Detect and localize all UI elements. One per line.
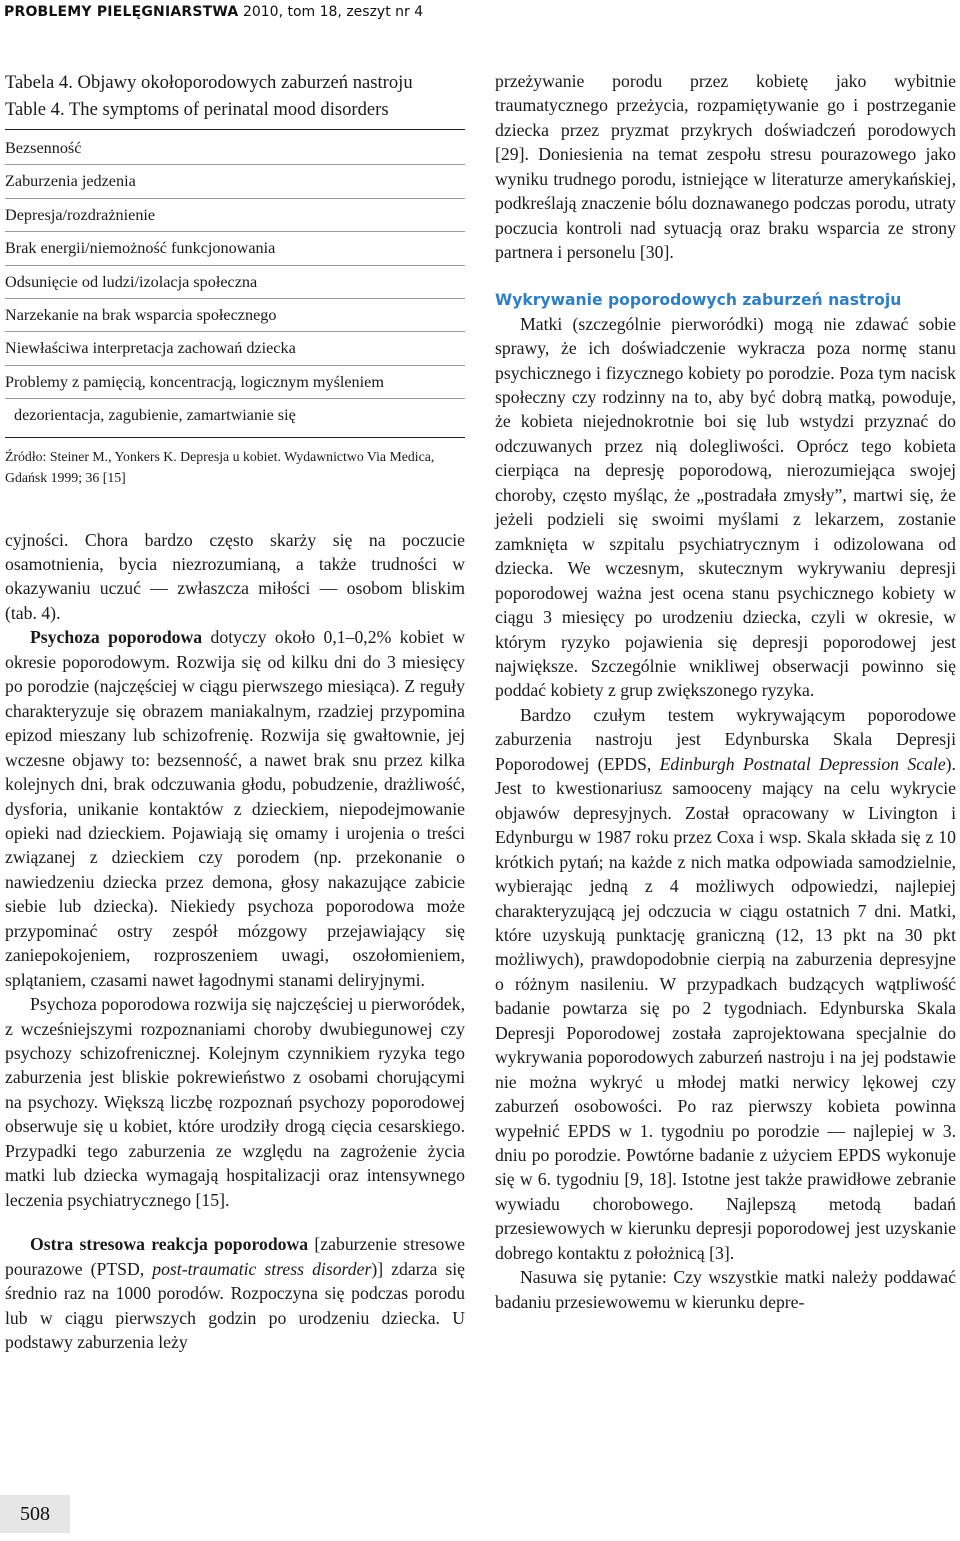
paragraph	[5, 625, 465, 992]
term-postpartum-psychosis: Psychoza poporodowa	[30, 627, 203, 648]
table-caption-pl: Tabela 4. Objawy okołoporodowych zaburzeń nastroju	[5, 72, 413, 93]
page-number: 508	[0, 1495, 70, 1533]
term-acute-stress-reaction: Ostra stresowa reakcja poporodowa	[30, 1234, 309, 1255]
paragraph: Psychoza poporodowa rozwija się najczęściej u pierworódek, z wcześniejszymi rozpoznaniami choroby dwubiegunowej czy psychozy schizofrenicznej. Kolejnym czynnikiem ryzyka tego zaburzenia jest bliskie pokrewieństwo z osobami chorującymi na psychozy. Większą liczbę rozpoznań psychozy poporodowej obserwuje się u kobiet, które urodziły drogą cięcia cesarskiego. Przypadki tego zaburzenia ze względu na zagrożenie życia matki lub dziecka wymagają hospitalizacji oraz intensywnego leczenia psychiatrycznego [15].	[5, 994, 465, 1210]
journal-title: PROBLEMY PIELĘGNIARSTWA	[4, 4, 239, 20]
paragraph: cyjności. Chora bardzo często skarży się na poczucie osamotnienia, bycia niezrozumianą, a także trudności w okazywaniu uczuć — zwłaszcza miłości — osobom bliskim (tab. 4).	[5, 529, 465, 623]
table-bottom-rule	[5, 437, 465, 438]
paragraph: Nasuwa się pytanie: Czy wszystkie matki należy poddawać badaniu przesiewowemu w kierunku depre-	[495, 1267, 956, 1312]
right-column	[495, 69, 956, 1314]
paragraph-text: dotyczy około 0,1–0,2% kobiet w okresie poporodowym. Rozwija się od kilku dni do 3 miesięcy po porodzie (najczęściej w ciągu pierwszego miesiąca). Z reguły charakteryzuje się obrazem maniakalnym, rzadziej przypomina epizod mieszany lub schizofrenię. Rozwija się gwałtownie, jej wczesne objawy to: bezsenność, a nawet brak snu przez kilka kolejnych dni, brak odczuwania głodu, pobudzenie, drażliwość, dysforia, unikanie kontaktów z dzieckiem, niepodejmowanie opieki nad dzieckiem. Pojawiają się omamy i urojenia o treści związanej z dzieckiem czy porodem (np. przekonanie o nawiedzeniu dziecka przez demona, głosy nakazujące zabicie siebie lub dziecka). Niekiedy psychoza poporodowa może przypominać ostry zespół mózgowy przejawiający się zaniepokojeniem, rozproszeniem uwagi, oszołomieniem, splątaniem, czasami nawet łagodnymi stanami deliryjnymi.	[5, 627, 465, 990]
left-column	[5, 69, 465, 1354]
table-row: Brak energii/niemożność funkcjonowania	[5, 232, 465, 265]
table-source: Źródło: Steiner M., Yonkers K. Depresja u kobiet. Wydawnictwo Via Medica, Gdańsk 1999; 36 [15]	[5, 448, 435, 485]
table-top-rule	[5, 129, 465, 130]
table-row: dezorientacja, zagubienie, zamartwianie się	[14, 406, 296, 425]
table-row: Problemy z pamięcią, koncentracją, logicznym myśleniem	[5, 366, 465, 399]
table-row: Niewłaściwa interpretacja zachowań dziecka	[5, 332, 465, 365]
italic-term: Edinburgh Postnatal Depression Scale	[659, 753, 946, 774]
paragraph	[495, 703, 956, 1265]
section-heading: Wykrywanie poporodowych zaburzeń nastroju	[495, 290, 902, 309]
table-caption-en: Table 4. The symptoms of perinatal mood disorders	[5, 99, 389, 120]
paragraph: przeżywanie porodu przez kobietę jako wybitnie traumatycznego przeżycia, rozpamiętywanie go i postrzeganie dziecka przez pryzmat przykrych doświadczeń porodowych [29]. Doniesienia na temat zespołu stresu pourazowego jako wyniku trudnego porodu, istniejące w literaturze amerykańskiej, podkreślają znaczenie bólu doznawanego podczas porodu, utraty poczucia kontroli nad sytuacją oraz braku wsparcia ze strony partnera i personelu [30].	[495, 71, 956, 263]
italic-term: post-traumatic stress disorder	[152, 1258, 372, 1279]
running-header	[0, 0, 960, 24]
symptoms-table	[5, 132, 465, 433]
table-row: Odsunięcie od ludzi/izolacja społeczna	[5, 266, 465, 299]
paragraph-text: ). Jest to kwestionariusz samooceny mający na celu wykrycie objawów depresyjnych. Został opracowany w Livington i Edynburgu w 1987 roku przez Coxa i wsp. Skala składa się z 10 krótkich pytań; na każde z nich matka odpowiada samodzielnie, wybierając jedną z 4 możliwych odpowiedzi, najlepiej charakteryzującą jej odczucia w ciągu ostatnich 7 dni. Matki, które uzyskują punktację graniczną (12, 13 pkt na 30 pkt możliwych), prawdopodobnie cierpią na zaburzenia depresyjne o różnym nasileniu. W przypadkach budzących wątpliwość badanie powtarza się po 2 tygodniach. Edynburska Skala Depresji Poporodowej została zaprojektowana specjalnie do wykrywania poporodowych zaburzeń nastroju i na jej podstawie nie można wykryć u młodej matki nerwicy lękowej czy zaburzeń osobowości. Po raz pierwszy kobieta powinna wypełnić EPDS w 1. tygodniu po porodzie — najlepiej w 3. dniu po porodzie. Powtórne badanie z użyciem EPDS wykonuje się w 6. tygodniu [9, 18]. Istotne jest także prawidłowe zebranie wywiadu chorobowego. Najlepszą metodą badań przesiewowych w kierunku depresji poporodowej jest uzyskanie dobrego kontaktu z położnicą [3].	[495, 753, 956, 1263]
paragraph: Matki (szczególnie pierworódki) mogą nie zdawać sobie sprawy, że ich doświadczenie wykracza poza normę stanu psychicznego i fizycznego kobiety po porodzie. Poza tym nacisk społeczny czy rodzinny na to, aby być dobrą matką, powoduje, że kobieta niejednokrotnie boi się lub wstydzi przyznać do odczuwanych przez nią dolegliwości. Oprócz tego kobieta cierpiąca na depresję poporodową, nierozumiejąca swojej choroby, często myśląc, że „postradała zmysły”, martwi się, że jeżeli podzieli się swoimi myślami z lekarzem, zostanie zamknięta w szpitalu psychiatrycznym i odizolowana od dziecka. We wczesnym, skutecznym wykrywaniu depresji poporodowej ważna jest ocena stanu psychicznego kobiety w ciągu 3 miesięcy po urodzeniu dziecka, czyli w okresie, w którym ryzyko pojawienia się depresji poporodowej jest największe. Szczególnie wnikliwej obserwacji powinno się poddać kobiety z grup zwiększonego ryzyka.	[495, 313, 956, 701]
table-row: Zaburzenia jedzenia	[5, 165, 465, 198]
table-row: Bezsenność	[5, 132, 465, 165]
paragraph-text: [zaburzenie stresowe pourazowe (PTSD,	[5, 1234, 465, 1279]
issue-info: 2010, tom 18, zeszyt nr 4	[242, 4, 424, 20]
paragraph-text: )] zdarza się średnio raz na 1000 porodów. Rozpoczyna się podczas porodu lub w ciągu pierwszych godzin po urodzeniu dziecka. U podstawy zaburzenia leży	[5, 1258, 465, 1353]
paragraph	[5, 1232, 465, 1354]
table-row: Depresja/rozdrażnienie	[5, 199, 465, 232]
paragraph-text: Bardzo czułym testem wykrywającym poporodowe zaburzenia nastroju jest Edynburska Skala Depresji Poporodowej (EPDS,	[495, 704, 956, 774]
table-row: Narzekanie na brak wsparcia społecznego	[5, 299, 465, 332]
